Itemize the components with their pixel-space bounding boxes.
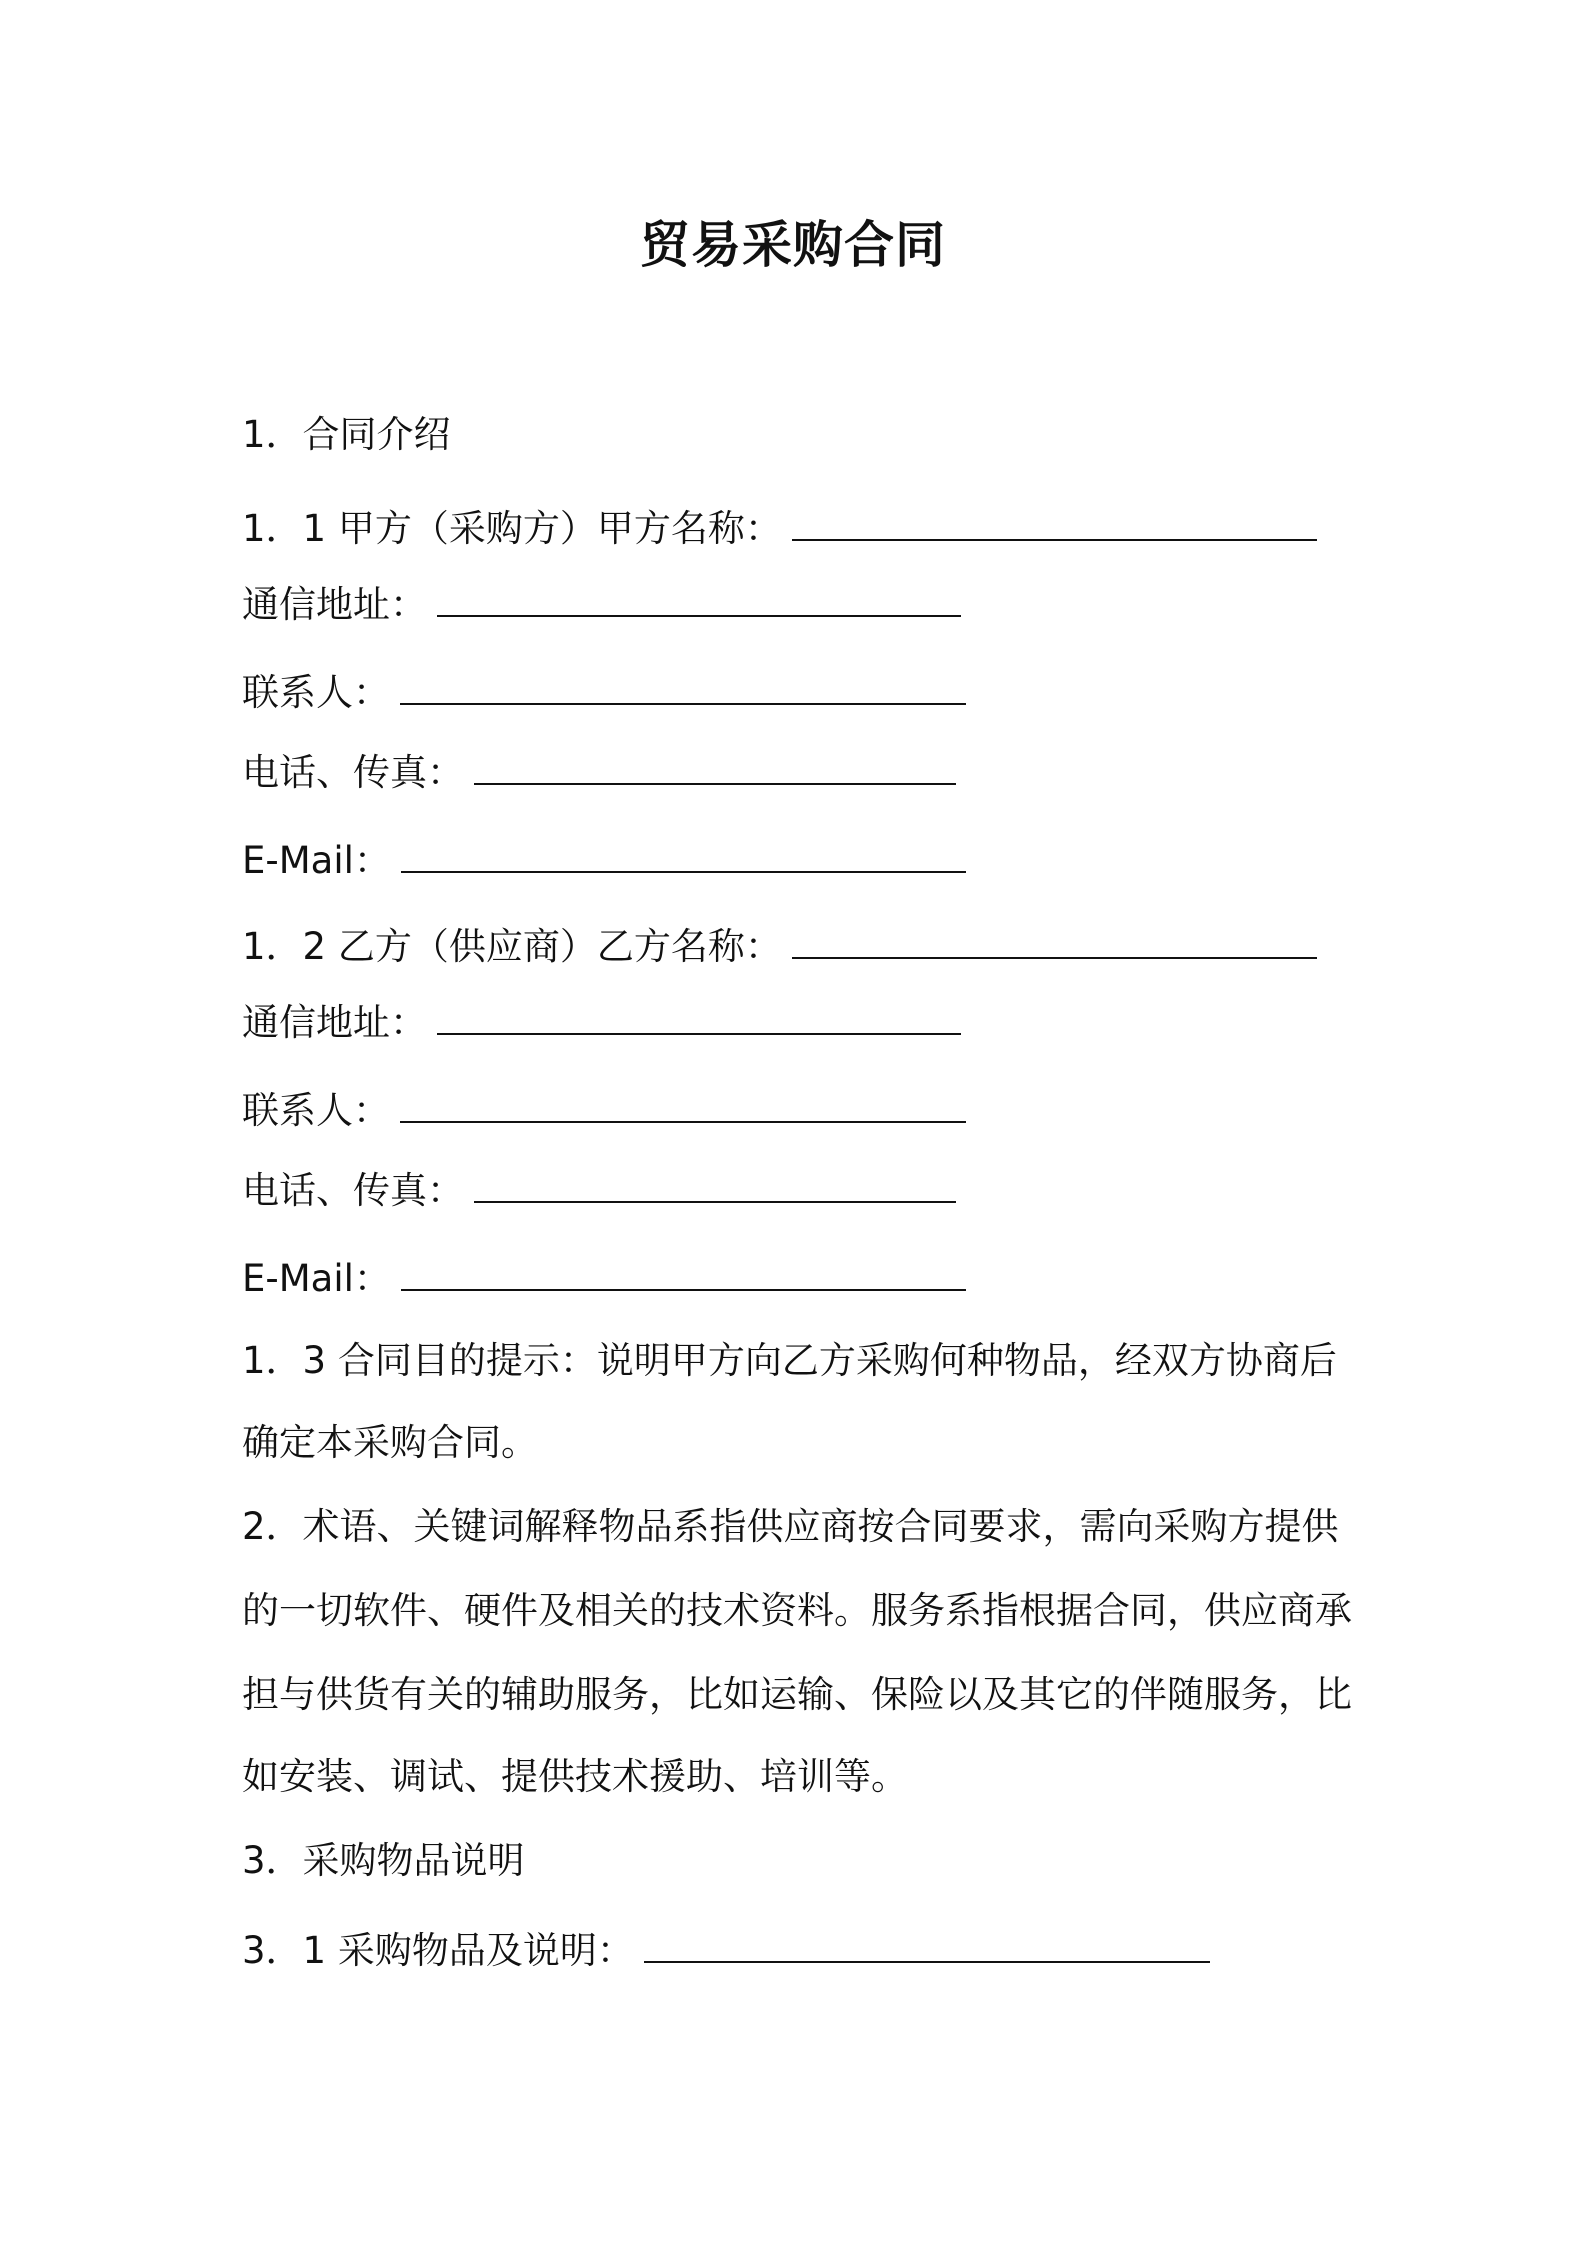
party-a-contact-row [242,668,966,718]
party-a-phone-blank[interactable] [474,753,956,785]
party-b-phone-row [242,1166,956,1216]
section-3-1-blank[interactable] [644,1931,1210,1963]
section-1-heading: 1．合同介绍 [242,413,451,456]
party-b-contact-blank[interactable] [400,1091,966,1123]
party-b-name-blank[interactable] [792,927,1317,959]
section-3-1-row [242,1926,1210,1976]
party-a-email-blank[interactable] [401,841,966,873]
party-b-contact-row [242,1086,966,1136]
section-2-line-1: 2．术语、关键词解释物品系指供应商按合同要求，需向采购方提供 [242,1505,1339,1548]
party-a-address-blank[interactable] [437,585,961,617]
party-b-address-blank[interactable] [437,1003,961,1035]
party-a-name-row [242,504,1317,554]
party-a-name-label: 1．1 甲方（采购方）甲方名称： [242,507,782,550]
party-a-email-label: E-Mail： [242,839,391,882]
party-b-email-row [242,1254,966,1304]
section-2-line-4: 如安装、调试、提供技术援助、培训等。 [242,1755,908,1798]
document-title: 贸易采购合同 [640,216,946,274]
party-b-address-row [242,998,961,1048]
section-2-line-2: 的一切软件、硬件及相关的技术资料。服务系指根据合同，供应商承 [242,1589,1352,1632]
party-b-name-row [242,922,1317,972]
section-2-line-3: 担与供货有关的辅助服务，比如运输、保险以及其它的伴随服务，比 [242,1673,1352,1716]
party-a-address-label: 通信地址： [242,583,427,626]
section-3-1-label: 3．1 采购物品及说明： [242,1929,634,1972]
party-a-email-row [242,836,966,886]
party-b-phone-label: 电话、传真： [242,1169,464,1212]
section-3-heading: 3．采购物品说明 [242,1839,525,1882]
party-a-contact-label: 联系人： [242,671,390,714]
section-1-3-line-2: 确定本采购合同。 [242,1421,538,1464]
party-b-contact-label: 联系人： [242,1089,390,1132]
party-a-phone-row [242,748,956,798]
party-a-address-row [242,580,961,630]
party-b-name-label: 1．2 乙方（供应商）乙方名称： [242,925,782,968]
party-a-contact-blank[interactable] [400,673,966,705]
section-1-3-line-1: 1．3 合同目的提示：说明甲方向乙方采购何种物品，经双方协商后 [242,1339,1337,1382]
party-a-phone-label: 电话、传真： [242,751,464,794]
party-b-email-blank[interactable] [401,1259,966,1291]
party-b-email-label: E-Mail： [242,1257,391,1300]
party-a-name-blank[interactable] [792,509,1317,541]
party-b-phone-blank[interactable] [474,1171,956,1203]
party-b-address-label: 通信地址： [242,1001,427,1044]
